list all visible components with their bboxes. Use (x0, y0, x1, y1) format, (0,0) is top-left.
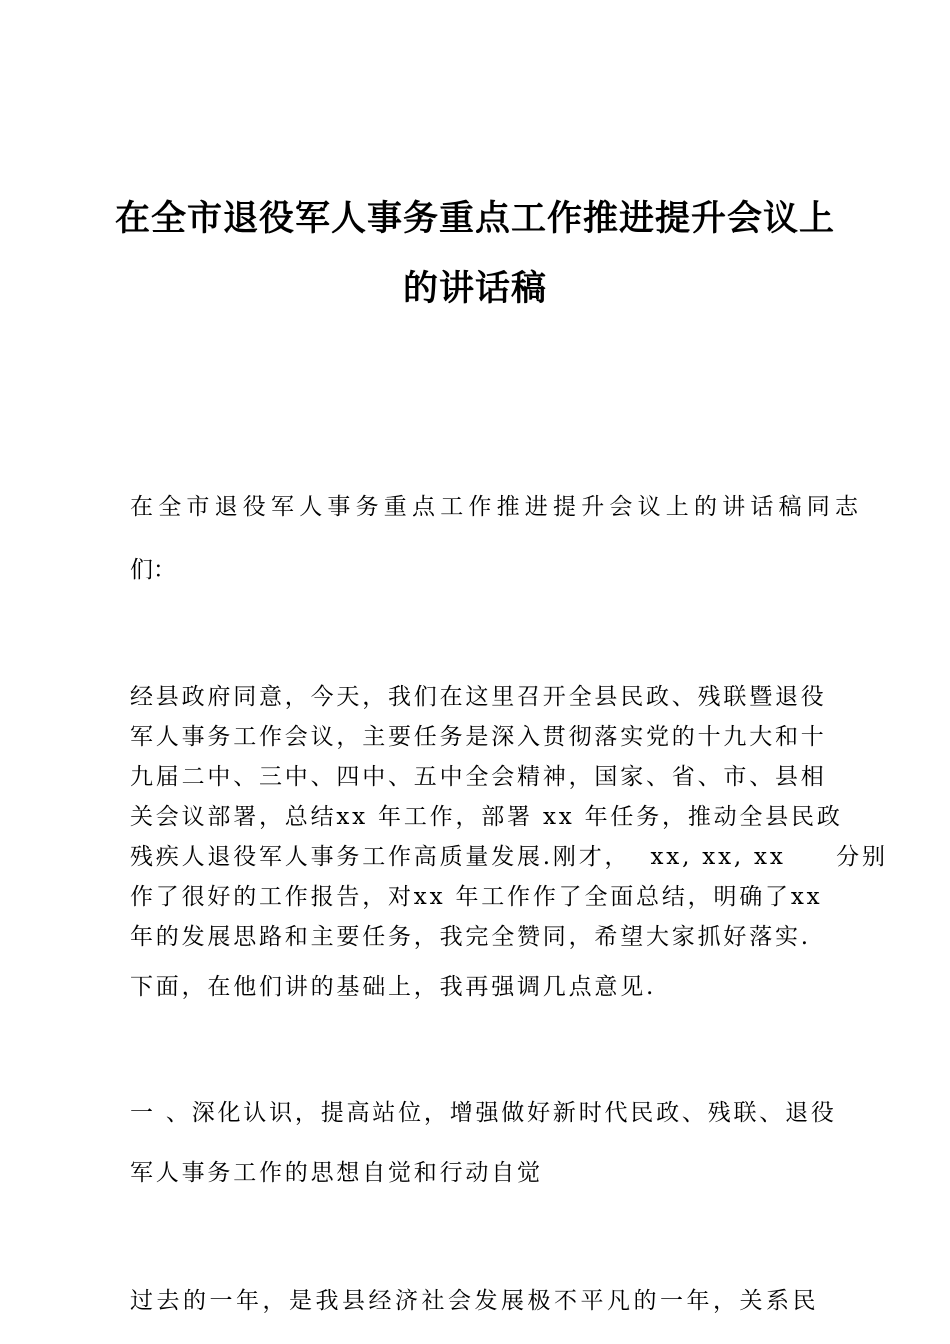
paragraph-2-line-1: 过去的一年，是我县经济社会发展极不平凡的一年，关系民 (130, 1288, 819, 1314)
paragraph-1-line-2: 军人事务工作会议，主要任务是深入贯彻落实党的十九大和十 (130, 724, 827, 750)
salutation-line-1: 在全市退役军人事务重点工作推进提升会议上的讲话稿同志 (130, 494, 864, 520)
salutation-line-2: 们： (130, 557, 176, 583)
section-1-heading-line-2: 军人事务工作的思想自觉和行动自觉 (130, 1160, 543, 1186)
document-title-line-2: 的讲话稿 (402, 268, 547, 309)
paragraph-1-line-1: 经县政府同意，今天，我们在这里召开全县民政、残联暨退役 (130, 684, 827, 710)
paragraph-1-line-8: 下面，在他们讲的基础上，我再强调几点意见. (130, 974, 657, 1000)
section-1-heading-line-1: 一 、深化认识，提高站位，增强做好新时代民政、残联、退役 (130, 1100, 837, 1126)
paragraph-1-line-6: 作了很好的工作报告，对xx 年工作作了全面总结，明确了xx (130, 884, 823, 910)
paragraph-1-line-7: 年的发展思路和主要任务，我完全赞同，希望大家抓好落实. (130, 924, 811, 950)
paragraph-1-line-5: 残疾人退役军人事务工作高质量发展.刚才， xx, xx, xx 分别 (130, 844, 888, 870)
document-title-line-1: 在全市退役军人事务重点工作推进提升会议上 (114, 198, 835, 239)
paragraph-1-line-4: 关会议部署，总结xx 年工作，部署 xx 年任务，推动全县民政 (130, 804, 843, 830)
paragraph-1-line-3: 九届二中、三中、四中、五中全会精神，国家、省、市、县相 (130, 764, 827, 790)
